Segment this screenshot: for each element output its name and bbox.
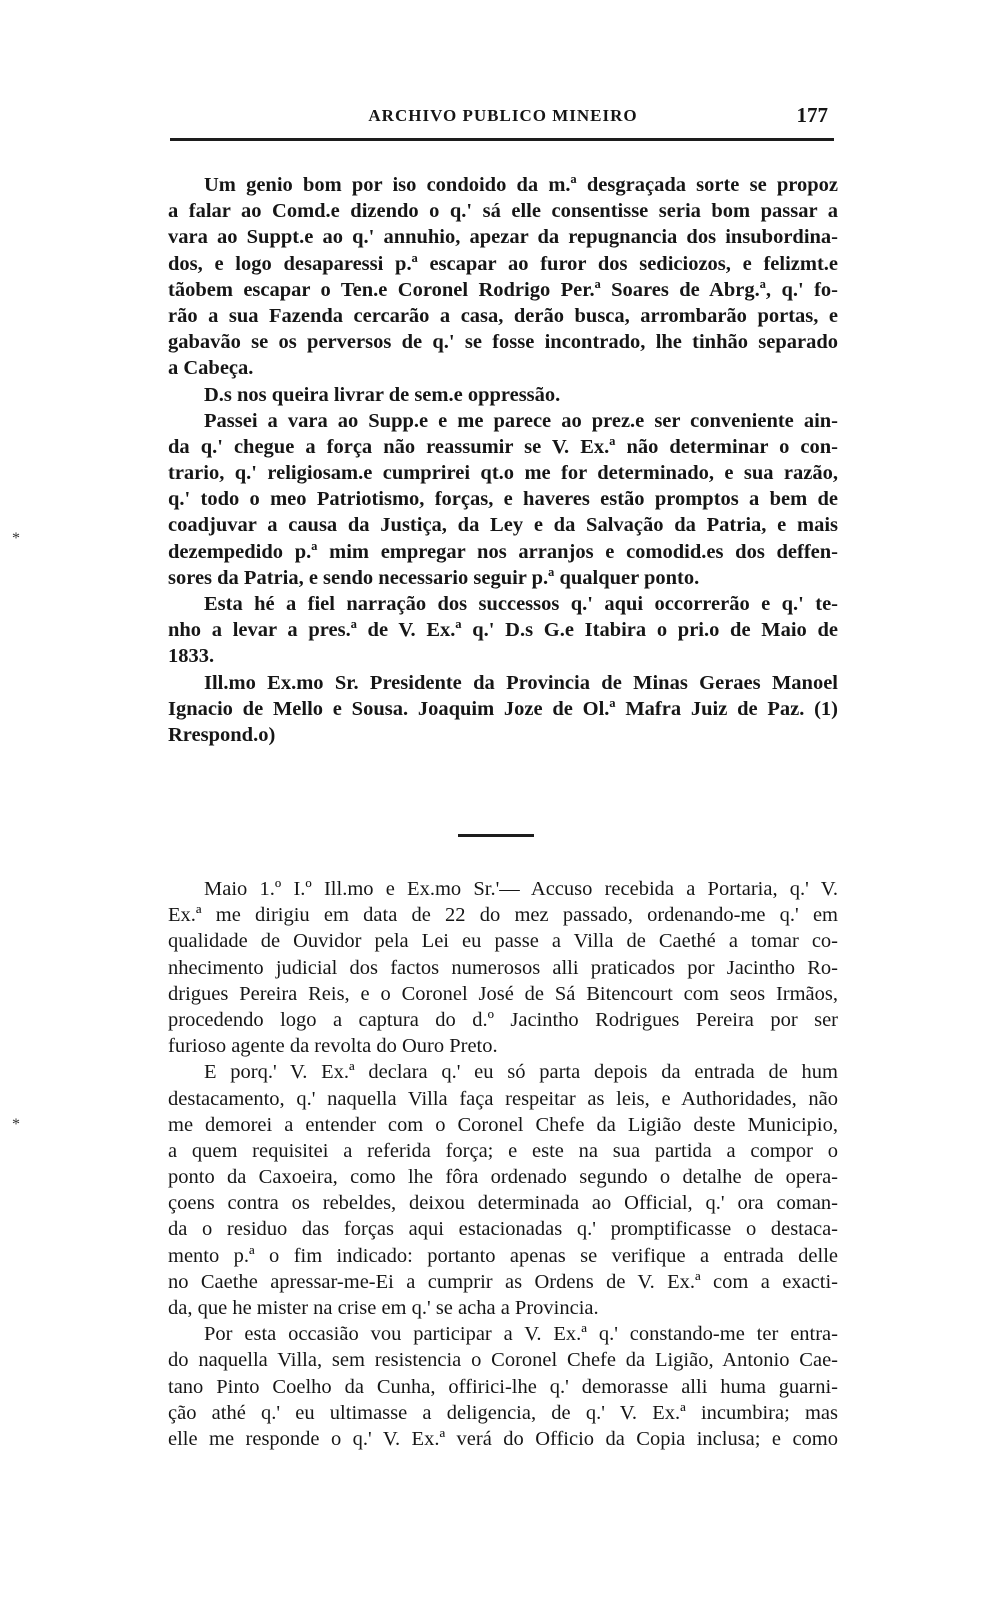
text-line: coadjuvar a causa da Justiça, da Ley e da Salvação da Patria, e mais [168,514,838,537]
text-line: a Cabeça. [168,357,254,380]
page-number: 177 [796,103,828,127]
text-line: elle me responde o q.' V. Ex.ª verá do Officio da Copia inclusa; e como [168,1427,838,1450]
text-line: furioso agente da revolta do Ouro Preto. [168,1035,498,1058]
text-line: dos, e logo desaparessi p.ª escapar ao furor dos sediciozos, e felizmt.e [168,252,838,275]
text-line: drigues Pereira Reis, e o Coronel José de Sá Bitencourt com seos Irmãos, [168,982,838,1005]
text-line: Maio 1.º I.º Ill.mo e Ex.mo Sr.'— Accuso recebida a Portaria, q.' V. [204,878,838,900]
text-line: D.s nos queira livrar de sem.e oppressão. [204,383,561,406]
text-line: vara ao Suppt.e ao q.' annuhio, apezar da repugnancia dos insubordina- [168,226,838,249]
margin-mark: * [12,530,20,547]
text-line: çoens contra os rebeldes, deixou determinada ao Official, q.' ora coman- [168,1192,838,1215]
text-line: da q.' chegue a força não reassumir se V. Ex.ª não determinar o con- [168,435,838,458]
text-line: nho a levar a pres.ª de V. Ex.ª q.' D.s G.e Itabira o pri.o de Maio de [168,619,838,642]
text-line: trario, q.' religiosam.e cumprirei qt.o me for determinado, e sua razão, [168,462,838,485]
text-line: do naquella Villa, sem resistencia o Coronel Chefe da Ligião, Antonio Cae- [168,1349,838,1372]
text-line: no Caethe apressar-me-Ei a cumprir as Ordens de V. Ex.ª com a exacti- [168,1270,838,1293]
section-divider [458,834,534,837]
text-line: 1833. [168,645,215,668]
text-line: tãobem escapar o Ten.e Coronel Rodrigo Per.ª Soares de Abrg.ª, q.' fo- [168,278,838,301]
text-line: Rrespond.o) [168,723,276,746]
letter-text-block [168,172,838,748]
text-line: destacamento, q.' naquella Villa faça respeitar as leis, e Authoridades, não [168,1087,838,1110]
text-line: nhecimento judicial dos factos numerosos alli praticados por Jacintho Ro- [168,956,838,979]
margin-mark: * [12,1116,20,1133]
text-line: qualidade de Ouvidor pela Lei eu passe a Villa de Caethé a tomar co- [168,930,838,953]
text-line: E porq.' V. Ex.ª declara q.' eu só parta depois da entrada de hum [204,1061,838,1084]
text-line: Esta hé a fiel narração dos successos q.' aqui occorrerão e q.' te- [204,593,838,615]
text-line: me demorei a entender com o Coronel Chefe da Ligião deste Municipio, [168,1113,838,1136]
text-line: q.' todo o meo Patriotismo, forças, e haveres estão promptos a bem de [168,488,838,511]
running-header [170,100,836,134]
header-rule [170,138,834,141]
header-title: ARCHIVO PUBLICO MINEIRO [368,106,638,125]
text-line: gabavão se os perversos de q.' se fosse incontrado, lhe tinhão separado [168,331,838,354]
text-line: procedendo logo a captura do d.º Jacintho Rodrigues Pereira por ser [168,1008,838,1031]
text-line: a falar ao Comd.e dizendo o q.' sá elle consentisse seria bom passar a [168,200,838,223]
text-line: Ex.ª me dirigiu em data de 22 do mez passado, ordenando-me q.' em [168,904,838,927]
text-line: ção athé q.' eu ultimasse a deligencia, de q.' V. Ex.ª incumbira; mas [168,1401,838,1424]
text-line: sores da Patria, e sendo necessario seguir p.ª qualquer ponto. [168,566,700,589]
text-line: Ignacio de Mello e Sousa. Joaquim Joze de Ol.ª Mafra Juiz de Paz. (1) [168,697,838,720]
text-line: Um genio bom por iso condoido da m.ª desgraçada sorte se propoz [204,174,838,196]
text-line: tano Pinto Coelho da Cunha, offirici-lhe q.' demorasse alli huma guarni- [168,1375,838,1398]
text-line: a quem requisitei a referida força; e este na sua partida a compor o [168,1139,838,1162]
text-line: dezempedido p.ª mim empregar nos arranjos e comodid.es dos deffen- [168,540,838,563]
text-line: Passei a vara ao Supp.e e me parece ao prez.e ser conveniente ain- [204,409,838,432]
letter-text-block [168,876,838,1452]
text-line: ponto da Caxoeira, como lhe fôra ordenado segundo o detalhe de opera- [168,1166,838,1189]
text-line: da, que he mister na crise em q.' se acha a Provincia. [168,1297,599,1319]
text-line: mento p.ª o fim indicado: portanto apenas se verifique a entrada delle [168,1244,838,1267]
text-line: rão a sua Fazenda cercarão a casa, derão busca, arrombarão portas, e [168,304,838,327]
text-line: Por esta occasião vou participar a V. Ex.ª q.' constando-me ter entra- [204,1323,838,1346]
text-line: Ill.mo Ex.mo Sr. Presidente da Provincia de Minas Geraes Manoel [204,671,838,694]
text-line: da o residuo das forças aqui estacionadas q.' promptificasse o destaca- [168,1218,838,1241]
